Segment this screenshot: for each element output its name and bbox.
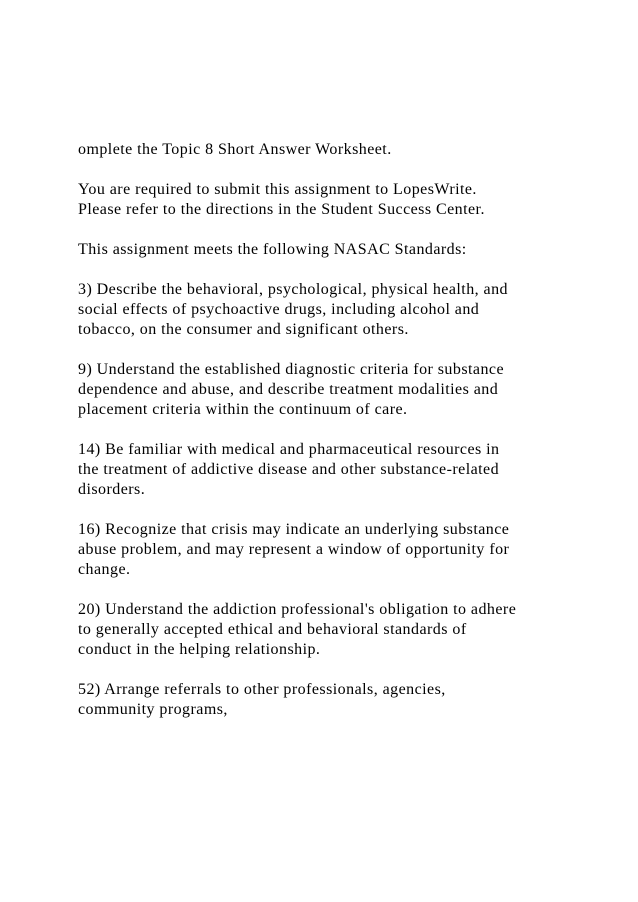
text-line: dependence and abuse, and describe treatment modalities and: [78, 381, 499, 398]
text-line: placement criteria within the continuum of care.: [78, 401, 408, 418]
standard-20: [78, 600, 618, 660]
text-line: change.: [78, 561, 131, 578]
submission-note: [78, 180, 618, 220]
text-line: tobacco, on the consumer and significant others.: [78, 321, 409, 338]
text-line: omplete the Topic 8 Short Answer Worksheet.: [78, 141, 392, 158]
standard-3: [78, 280, 618, 340]
text-line: disorders.: [78, 481, 146, 498]
standard-16: [78, 520, 618, 580]
text-line: abuse problem, and may represent a window of opportunity for: [78, 541, 510, 558]
text-line: to generally accepted ethical and behavioral standards of: [78, 621, 467, 638]
text-line: 52) Arrange referrals to other professionals, agencies,: [78, 681, 446, 698]
text-line: 9) Understand the established diagnostic criteria for substance: [78, 361, 504, 378]
text-line: This assignment meets the following NASAC Standards:: [78, 241, 467, 258]
standard-9: [78, 360, 618, 420]
text-line: Please refer to the directions in the Student Success Center.: [78, 201, 485, 218]
standard-52: [78, 680, 618, 720]
text-line: 3) Describe the behavioral, psychological, physical health, and: [78, 281, 508, 298]
text-line: social effects of psychoactive drugs, including alcohol and: [78, 301, 480, 318]
text-line: You are required to submit this assignment to LopesWrite.: [78, 181, 477, 198]
text-line: 14) Be familiar with medical and pharmaceutical resources in: [78, 441, 500, 458]
intro-instruction: [78, 140, 618, 160]
text-line: the treatment of addictive disease and other substance-related: [78, 461, 500, 478]
standards-heading: [78, 240, 618, 260]
standard-14: [78, 440, 618, 500]
text-line: 20) Understand the addiction professional's obligation to adhere: [78, 601, 517, 618]
text-line: community programs,: [78, 701, 228, 718]
text-line: conduct in the helping relationship.: [78, 641, 321, 658]
text-line: 16) Recognize that crisis may indicate an underlying substance: [78, 521, 510, 538]
document-body: [78, 140, 618, 740]
